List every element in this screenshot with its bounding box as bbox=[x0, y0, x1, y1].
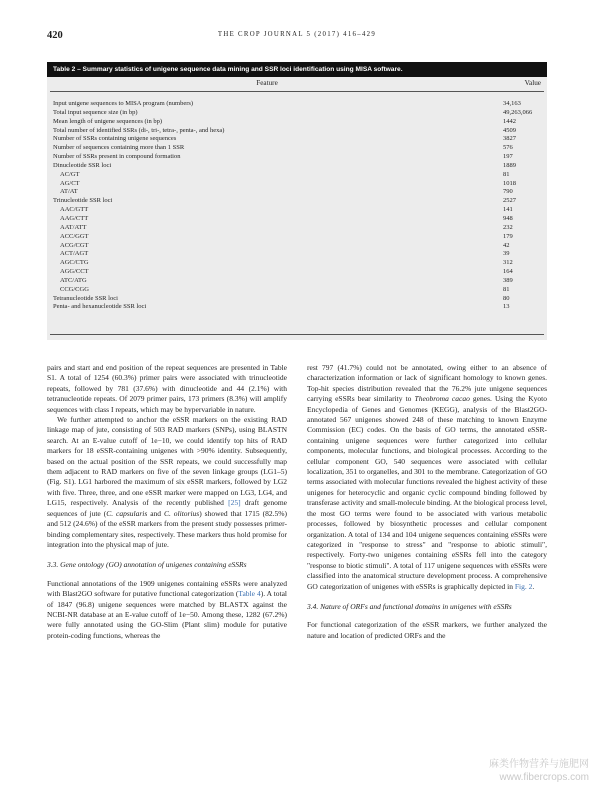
table-row bbox=[50, 268, 544, 277]
feature-cell: Trinucleotide SSR loci bbox=[53, 197, 113, 205]
feature-cell: Mean length of unigene sequences (in bp) bbox=[53, 117, 163, 125]
section-heading: 3.4. Nature of ORFs and functional domains in unigenes with eSSRs bbox=[307, 601, 512, 611]
value-cell: 179 bbox=[503, 232, 513, 240]
value-cell: 312 bbox=[503, 259, 513, 267]
value-cell: 2527 bbox=[503, 197, 516, 205]
table-row bbox=[50, 180, 544, 189]
value-cell: 1442 bbox=[503, 117, 516, 125]
feature-cell: Input unigene sequences to MISA program (numbers) bbox=[53, 100, 194, 107]
table-row bbox=[50, 303, 544, 312]
watermark: 麻类作物营养与施肥网 www.fibercrops.com bbox=[489, 759, 589, 783]
feature-cell: Dinucleotide SSR loci bbox=[53, 161, 112, 169]
table-row bbox=[50, 233, 544, 242]
page-header bbox=[47, 30, 547, 46]
journal-running-title: THE CROP JOURNAL 5 (2017) 416–429 bbox=[217, 31, 377, 38]
table-row bbox=[50, 100, 544, 109]
feature-cell: AT/AT bbox=[60, 188, 78, 196]
feature-cell: Number of SSRs containing unigene sequences bbox=[53, 135, 177, 143]
table-row bbox=[50, 153, 544, 162]
feature-cell: ACC/GGT bbox=[60, 232, 89, 240]
feature-cell: Total number of identified SSRs (di-, tri-, tetra-, penta-, and hexa) bbox=[53, 126, 225, 134]
table-row bbox=[50, 242, 544, 251]
feature-cell: ACT/AGT bbox=[60, 250, 89, 258]
value-cell: 39 bbox=[503, 250, 510, 258]
feature-cell: AAT/ATT bbox=[60, 223, 87, 231]
reference-link[interactable]: [25] bbox=[228, 498, 241, 508]
value-cell: 3827 bbox=[503, 135, 516, 143]
value-cell: 197 bbox=[503, 153, 513, 161]
table-row bbox=[50, 215, 544, 224]
summary-table bbox=[47, 62, 547, 340]
table-row bbox=[50, 171, 544, 180]
value-cell: 80 bbox=[503, 294, 510, 302]
page-number: 420 bbox=[47, 30, 63, 41]
table-row bbox=[50, 286, 544, 295]
table-bottom-rule bbox=[50, 334, 544, 335]
table-row bbox=[50, 135, 544, 144]
feature-cell: Number of sequences containing more than 1 SSR bbox=[53, 144, 185, 152]
feature-cell: ATC/ATG bbox=[60, 276, 87, 284]
feature-cell: AGG/CCT bbox=[60, 268, 89, 276]
table-row bbox=[50, 144, 544, 153]
value-cell: 389 bbox=[503, 276, 513, 284]
feature-cell: AC/GT bbox=[60, 170, 80, 178]
paragraph: pairs and start and end position of the repeat sequences are presented in Table S1. A total of 1254 (60.3%) primer pairs were associated with trinucleotide repeats, followed by 781 (37.6%) with dinucleotide and 44 (2.1%) with tetranucleotide repeats. Of 2079 primer pairs, 173 primers (8.3%) will amplify sequences with class I repeats, which may be hypervariable in nature. bbox=[47, 363, 287, 414]
value-cell: 34,163 bbox=[503, 100, 521, 107]
paragraph: For functional categorization of the eSSR markers, we further analyzed the nature and location of predicted ORFs and the bbox=[307, 620, 547, 640]
paragraph: rest 797 (41.7%) could not be annotated, owing either to an absence of characterization information or lack of significant homology to known genes. Top-hit species distribution revealed that the 76.2% jute unigene sequences carrying eSSRs bear similarity to Theobroma cacao genes. Using the Kyoto Encyclopedia of Genes and Genomes (KEGG), analysis of the Blast2GO-annotated 567 unigenes showed 248 of these matching to known Enzyme Commission (EC) codes. On the basis of GO terms, the annotated eSSR-containing unigene sequences were further categorized into cellular components, molecular functions, and biological processes. According to the cellular component GO, 540 sequences were associated with cellular localization, 351 to organelles, and 301 to the membrane. Categorization of GO terms associated with molecular functions revealed the highest activity of these unigenes for heterocyclic and organic cyclic compound binding followed by transferase activity and small-molecule binding. At the biological process level, the most GO terms were found to be associated with various metabolic processes, followed by biosynthetic processes and cellular component organization. A total of 134 and 104 unigene sequences containing eSSRs were categorized in "response to stress" and "response to abiotic stimuli", respectively. Forty-two unigenes containing eSSRs fell into the category "response to biotic stimuli". A total of 117 unigene sequences with eSSRs were classified into the anatomical structure development process. A comprehensive GO categorization of unigenes with eSSRs is graphically depicted in Fig. 2. bbox=[307, 363, 547, 591]
table-header bbox=[50, 77, 544, 92]
feature-cell: AG/CT bbox=[60, 179, 80, 187]
table-row bbox=[50, 206, 544, 215]
table-row bbox=[50, 109, 544, 118]
feature-cell: CCG/CGG bbox=[60, 285, 89, 293]
table-row bbox=[50, 118, 544, 127]
table-row bbox=[50, 250, 544, 259]
value-cell: 141 bbox=[503, 206, 513, 214]
col-header-value: Value bbox=[524, 79, 541, 87]
feature-cell: Total input sequence size (in bp) bbox=[53, 108, 138, 116]
table-row bbox=[50, 127, 544, 136]
table-body bbox=[50, 92, 544, 312]
value-cell: 4509 bbox=[503, 126, 516, 134]
value-cell: 81 bbox=[503, 285, 510, 293]
value-cell: 576 bbox=[503, 144, 513, 152]
feature-cell: ACG/CGT bbox=[60, 241, 89, 249]
figure-link[interactable]: Fig. 2 bbox=[514, 581, 533, 591]
table-row bbox=[50, 197, 544, 206]
table-row bbox=[50, 224, 544, 233]
feature-cell: AAC/GTT bbox=[60, 206, 89, 214]
table-caption: Table 2 – Summary statistics of unigene sequence data mining and SSR loci identification using MISA software. bbox=[47, 62, 547, 77]
paragraph: We further attempted to anchor the eSSR markers on the existing RAD linkage map of jute, consisting of 503 RAD markers (SNPs), using BLASTN search. At an E-value cutoff of 1e−10, we could identify top hits of RAD markers for 18 eSSR-containing unigenes with >90% identity. Subsequently, based on the actual position of the SSR repeats, we could successfully map them adjacent to RAD markers on five of the seven linkage groups (LG1–5) (Fig. S1). LG1 harbored the maximum of six eSSR markers, followed by LG2 with five. Three, three, and one eSSR marker were mapped on LG3, LG4, and LG15, respectively. Analysis of the recently published [25] draft genome sequences of jute (C. capsularis and C. olitorius) showed that 1715 (82.5%) and 512 (24.6%) of the eSSR markers from the present study possesses primer-binding complementary sites, respectively. These markers thus hold promise for integration into the physical map of jute. bbox=[47, 415, 287, 549]
feature-cell: Tetranucleotide SSR loci bbox=[53, 294, 118, 302]
feature-cell: Number of SSRs present in compound formation bbox=[53, 153, 181, 161]
table-row bbox=[50, 188, 544, 197]
value-cell: 81 bbox=[503, 170, 510, 178]
feature-cell: AGC/CTG bbox=[60, 259, 89, 267]
right-column bbox=[307, 363, 547, 641]
value-cell: 1018 bbox=[503, 179, 516, 187]
left-column bbox=[47, 363, 287, 641]
feature-cell: AAG/CTT bbox=[60, 214, 89, 222]
section-heading: 3.3. Gene ontology (GO) annotation of unigenes containing eSSRs bbox=[47, 560, 247, 570]
value-cell: 1889 bbox=[503, 161, 516, 169]
paragraph: Functional annotations of the 1909 unigenes containing eSSRs were analyzed with Blast2GO software for putative functional categorization (Table 4). A total of 1847 (96.8) unigene sequences were matched by BLASTX against the NCBI-NR database at an E-value cutoff of 1e−50. Among these, 1282 (67.2%) were fully annotated using the GO-Slim (Plant slim) module for putative protein-coding functions, whereas the bbox=[47, 578, 287, 640]
value-cell: 42 bbox=[503, 241, 510, 249]
value-cell: 948 bbox=[503, 214, 513, 222]
value-cell: 49,263,066 bbox=[503, 108, 533, 116]
table-row bbox=[50, 277, 544, 286]
col-header-feature: Feature bbox=[256, 79, 278, 87]
value-cell: 13 bbox=[503, 303, 510, 311]
feature-cell: Penta- and hexanucleotide SSR loci bbox=[53, 303, 147, 311]
value-cell: 790 bbox=[503, 188, 513, 196]
table-row bbox=[50, 162, 544, 171]
value-cell: 164 bbox=[503, 268, 513, 276]
table-row bbox=[50, 259, 544, 268]
table-row bbox=[50, 295, 544, 304]
table-link[interactable]: Table 4 bbox=[238, 589, 261, 599]
value-cell: 232 bbox=[503, 223, 513, 231]
